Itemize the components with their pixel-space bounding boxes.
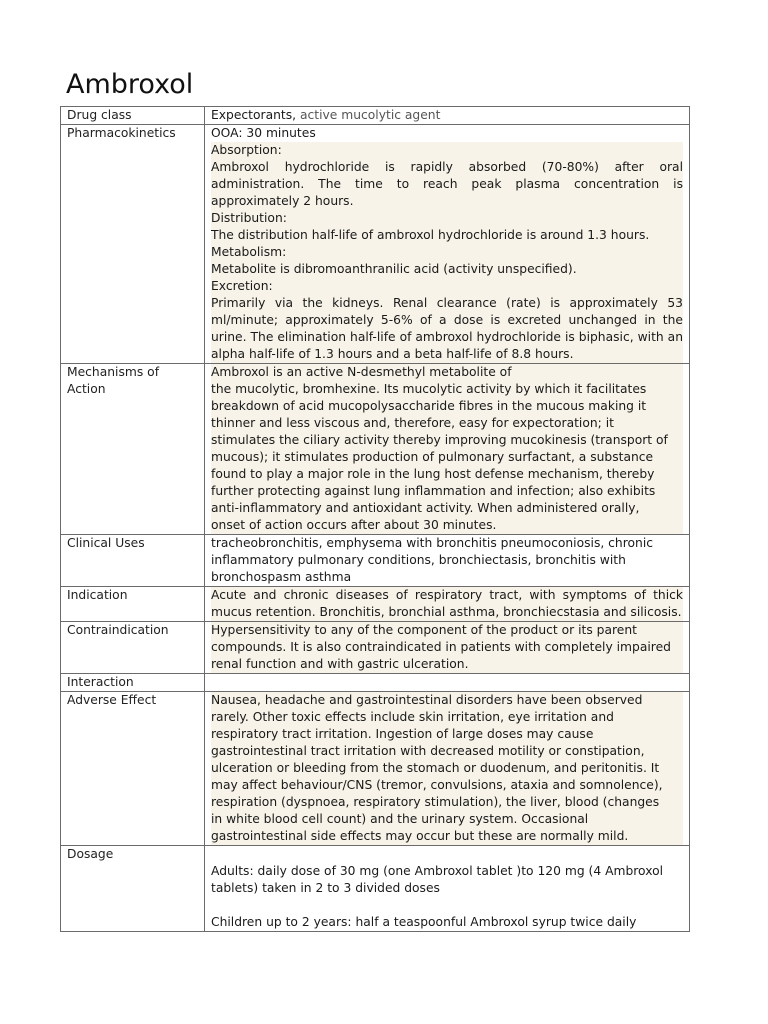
mechanism-line: further protecting against lung inflammation and infection; also exhibits xyxy=(211,484,656,498)
table-row-pharmacokinetics xyxy=(61,125,690,364)
row-value-contraindication xyxy=(205,622,690,674)
table-row-indication xyxy=(61,587,690,622)
drug-info-table xyxy=(60,106,690,932)
table-row-drug-class xyxy=(61,107,690,125)
row-value-mechanism xyxy=(205,364,690,535)
mechanism-line: thinner and less viscous and, therefore, easy for expectoration; it xyxy=(211,416,614,430)
table-row-adverse-effect xyxy=(61,692,690,846)
row-label-adverse-effect: Adverse Effect xyxy=(61,692,205,846)
row-value-pharmacokinetics xyxy=(205,125,690,364)
metabolism-text: Metabolite is dibromoanthranilic acid (activity unspecified). xyxy=(211,262,577,276)
adverse-line: gastrointestinal tract irritation with decreased motility or constipation, xyxy=(211,744,645,758)
distribution-text: The distribution half-life of ambroxol hydrochloride is around 1.3 hours. xyxy=(211,228,650,242)
table-row-dosage xyxy=(61,846,690,932)
adverse-line: gastrointestinal side effects may occur but these are normally mild. xyxy=(211,829,629,843)
contraindication-line: renal function and with gastric ulceration. xyxy=(211,657,469,671)
row-value-clinical-uses xyxy=(205,535,690,587)
row-label-contraindication: Contraindication xyxy=(61,622,205,674)
row-label-drug-class: Drug class xyxy=(61,107,205,125)
mechanism-line: onset of action occurs after about 30 minutes. xyxy=(211,518,497,532)
mechanism-line: the mucolytic, bromhexine. Its mucolytic activity by which it facilitates xyxy=(211,382,647,396)
absorption-heading: Absorption: xyxy=(211,143,282,157)
row-label-indication: Indication xyxy=(61,587,205,622)
adverse-line: ulceration or bleeding from the stomach or duodenum, and peritonitis. It xyxy=(211,761,660,775)
row-label-dosage: Dosage xyxy=(61,846,205,932)
dosage-adults: Adults: daily dose of 30 mg (one Ambroxol tablet )to 120 mg (4 Ambroxol tablets) taken in 2 to 3 divided doses xyxy=(211,864,664,895)
mechanism-line: mucous); it stimulates production of pulmonary surfactant, a substance xyxy=(211,450,654,464)
row-label-clinical-uses: Clinical Uses xyxy=(61,535,205,587)
contraindication-line: compounds. It is also contraindicated in patients with completely impaired xyxy=(211,640,671,654)
clinical-uses-line: inflammatory pulmonary conditions, bronchiectasis, bronchitis with xyxy=(211,553,626,567)
absorption-text: Ambroxol hydrochloride is rapidly absorbed (70-80%) after oral administration. The time to reach peak plasma concentration is approximately 2 hours. xyxy=(211,160,683,208)
contraindication-line: Hypersensitivity to any of the component of the product or its parent xyxy=(211,623,637,637)
adverse-line: Nausea, headache and gastrointestinal disorders have been observed xyxy=(211,693,643,707)
row-value-adverse-effect xyxy=(205,692,690,846)
distribution-heading: Distribution: xyxy=(211,211,287,225)
table-row-mechanism xyxy=(61,364,690,535)
ooa-line: OOA: 30 minutes xyxy=(211,126,316,140)
clinical-uses-line: tracheobronchitis, emphysema with bronchitis pneumoconiosis, chronic xyxy=(211,536,654,550)
table-row-interaction xyxy=(61,674,690,692)
row-label-pharmacokinetics: Pharmacokinetics xyxy=(61,125,205,364)
document-title: Ambroxol xyxy=(66,69,194,100)
excretion-heading: Excretion: xyxy=(211,279,273,293)
adverse-line: respiratory tract irritation. Ingestion of large doses may cause xyxy=(211,727,594,741)
row-value-interaction xyxy=(205,674,690,692)
row-value-dosage xyxy=(205,846,690,932)
mechanism-line: anti-inflammatory and antioxidant activity. When administered orally, xyxy=(211,501,640,515)
mechanism-line: breakdown of acid mucopolysaccharide fibres in the mucous making it xyxy=(211,399,647,413)
row-label-mechanism: Mechanisms of Action xyxy=(61,364,205,535)
metabolism-heading: Metabolism: xyxy=(211,245,287,259)
table-row-clinical-uses xyxy=(61,535,690,587)
mechanism-line: found to play a major role in the lung host defense mechanism, thereby xyxy=(211,467,655,481)
mechanism-line: Ambroxol is an active N-desmethyl metabolite of xyxy=(211,365,512,379)
adverse-line: respiration (dyspnoea, respiratory stimulation), the liver, blood (changes xyxy=(211,795,660,809)
row-value-drug-class xyxy=(205,107,690,125)
adverse-line: may affect behaviour/CNS (tremor, convulsions, ataxia and somnolence), xyxy=(211,778,663,792)
row-label-interaction: Interaction xyxy=(61,674,205,692)
excretion-text: Primarily via the kidneys. Renal clearance (rate) is approximately 53 ml/minute; approximately 5-6% of a dose is excreted unchanged in the urine. The elimination half-life of ambroxol hydrochloride is biphasic, with an alpha half-life of 1.3 hours and a beta half-life of 8.8 hours. xyxy=(211,296,683,361)
drug-class-rest: active mucolytic agent xyxy=(296,108,441,122)
row-value-indication xyxy=(205,587,690,622)
adverse-line: in white blood cell count) and the urinary system. Occasional xyxy=(211,812,589,826)
adverse-line: rarely. Other toxic effects include skin irritation, eye irritation and xyxy=(211,710,614,724)
mechanism-line: stimulates the ciliary activity thereby improving mucokinesis (transport of xyxy=(211,433,668,447)
clinical-uses-line: bronchospasm asthma xyxy=(211,570,352,584)
table-row-contraindication xyxy=(61,622,690,674)
dosage-children: Children up to 2 years: half a teaspoonful Ambroxol syrup twice daily xyxy=(211,915,637,929)
indication-text: Acute and chronic diseases of respiratory tract, with symptoms of thick mucus retention. Bronchitis, bronchial asthma, bronchiecstasia and silicosis. xyxy=(211,588,683,619)
drug-class-main: Expectorants, xyxy=(211,108,297,122)
